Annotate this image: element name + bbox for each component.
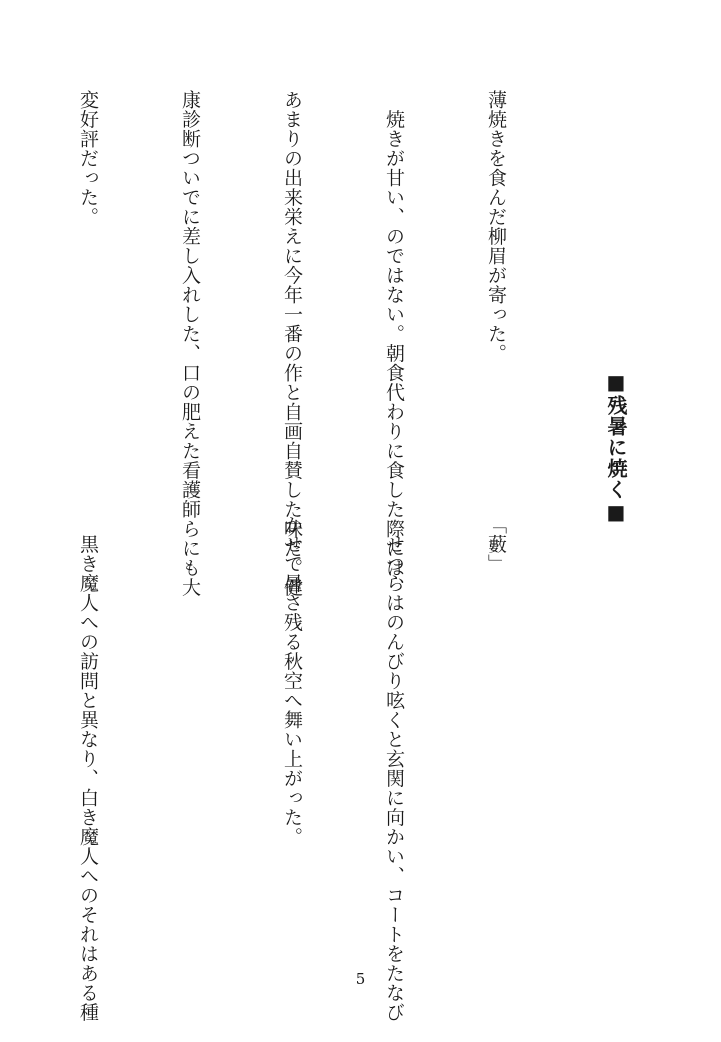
text-line <box>0 90 3 500</box>
text-line <box>0 515 3 935</box>
text-line: かせて暑さ残る秋空へ舞い上がった。 <box>281 515 303 847</box>
text-line: 薄焼きを食んだ柳眉が寄った。 <box>485 90 507 363</box>
text-line: 「藪」 <box>485 515 507 574</box>
text-line: 焼きが甘い、のではない。朝食代わりに食した際には、 <box>383 90 405 597</box>
blank-line <box>173 515 207 935</box>
lower-text-block <box>0 515 581 1022</box>
text-line: 黒き魔人への訪問と異なり、白き魔人へのそれはある種 <box>77 515 99 1022</box>
text-line: 康診断ついでに差し入れした、口の肥えた看護師らにも大 <box>179 90 201 597</box>
page-number: 5 <box>355 970 366 988</box>
text-line: せつらはのんびり呟くと玄関に向かい、コートをたなび <box>383 515 405 1022</box>
text-line: あまりの出来栄えに今年一番の作と自画自賛した味だ。健 <box>281 90 303 597</box>
upper-text-block <box>0 90 581 597</box>
text-line: 変好評だった。 <box>77 90 99 227</box>
section-heading: ■残暑に焼く■ <box>604 370 628 525</box>
